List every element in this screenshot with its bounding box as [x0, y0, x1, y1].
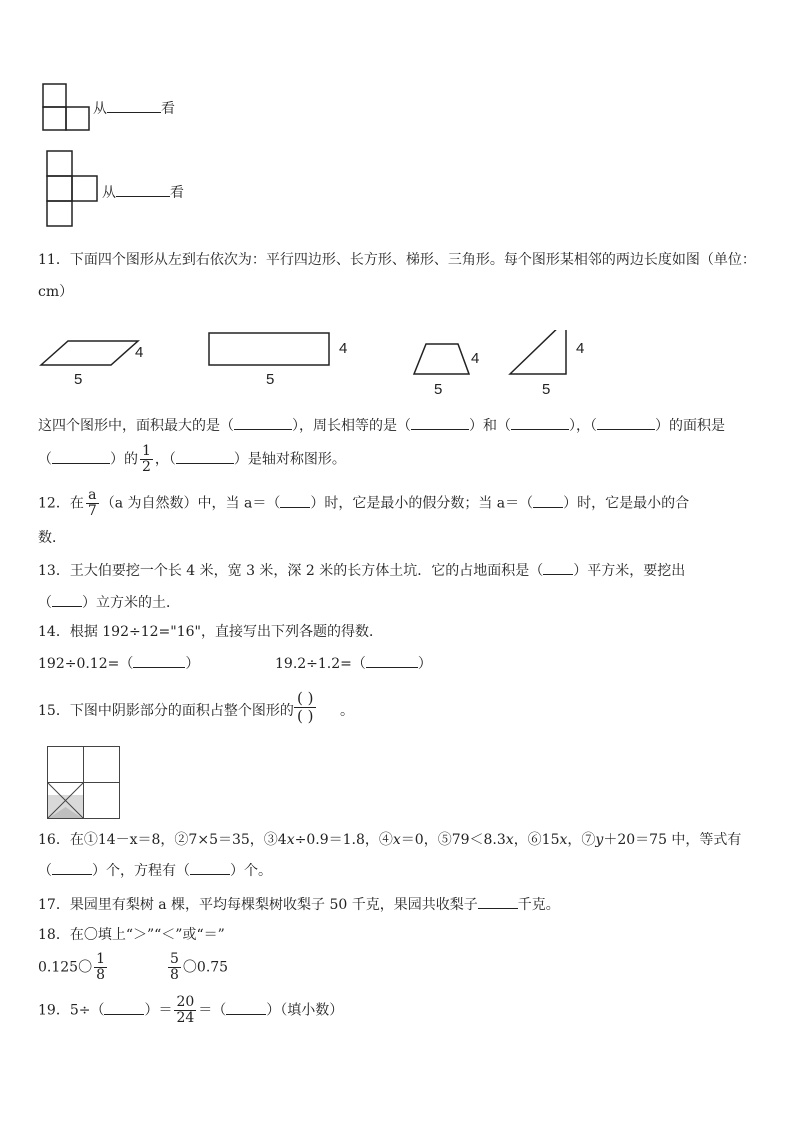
answer-blank[interactable] — [107, 98, 161, 113]
triangle-side-label: 4 — [576, 340, 585, 357]
triangle-base-label: 5 — [542, 381, 551, 398]
answer-blank[interactable] — [366, 653, 418, 668]
parallelogram-base-label: 5 — [74, 371, 83, 388]
q11-unit: cm） — [38, 284, 74, 300]
fraction-a-over-7: $\frac{a}{7}$ — [87, 487, 97, 519]
answer-blank[interactable] — [133, 653, 185, 668]
trapezoid-base-label: 5 — [434, 381, 443, 398]
answer-blank[interactable] — [533, 493, 563, 508]
answer-blank[interactable] — [280, 493, 310, 508]
q13-line-1: 13．王大伯要挖一个长 4 米，宽 3 米，深 2 米的长方体土坑．它的占地面积是（ ）平方米，要挖出 — [38, 560, 685, 581]
answer-blank[interactable] — [190, 860, 230, 875]
answer-blank[interactable] — [52, 449, 110, 464]
rectangle-figure — [209, 333, 329, 365]
q14-expr-2: 19.2÷1.2=（ ） — [275, 653, 432, 674]
answer-blank[interactable] — [543, 560, 573, 575]
q15-period: 。 — [340, 703, 354, 719]
trapezoid-figure — [414, 344, 469, 374]
answer-blank[interactable] — [226, 1000, 266, 1015]
fraction-one-eighth: $\frac{1}{8}$ — [96, 951, 106, 983]
q15-answer-fraction[interactable]: ( ) ( ) — [294, 690, 316, 725]
q16-line-2: （ ）个，方程有（ ）个。 — [38, 860, 272, 881]
answer-blank[interactable] — [478, 894, 518, 909]
q13-line-2: （ ）立方米的土． — [38, 592, 180, 613]
q11-intro: 11．下面四个图形从左到右依次为：平行四边形、长方形、梯形、三角形。每个图形某相邻的两边长度如图（单位： — [38, 252, 756, 268]
q15-text: 15．下图中阴影部分的面积占整个图形的 — [38, 703, 294, 719]
q16-line-1: 16．在①14－x＝8，②7×5＝35，③4x÷0.9＝1.8，④x＝0，⑤79＜8.3x，⑥15x，⑦y＋20＝75 中，等式有 — [38, 832, 742, 848]
q18-intro: 18．在〇填上“＞”“＜”或“＝” — [38, 927, 225, 943]
cube-view-shape-2 — [46, 150, 102, 230]
rectangle-base-label: 5 — [266, 371, 275, 388]
trapezoid-side-label: 4 — [471, 350, 480, 367]
fraction-one-half: $\frac{1}{2}$ — [142, 443, 151, 475]
q19-line: 19．5÷（ ）＝ $\frac{20}{24}$ ＝（ ）（填小数） — [38, 994, 344, 1026]
parallelogram-side-label: 4 — [135, 344, 144, 361]
rectangle-side-label: 4 — [339, 340, 348, 357]
answer-blank[interactable] — [116, 182, 170, 197]
fraction-20-over-24: $\frac{20}{24}$ — [176, 994, 195, 1026]
q14-intro: 14．根据 192÷12="16"，直接写出下列各题的得数． — [38, 624, 383, 640]
answer-blank[interactable] — [52, 860, 92, 875]
answer-blank[interactable] — [234, 415, 292, 430]
q14-expr-1: 192÷0.12=（ ） — [38, 653, 199, 674]
q11-figures — [38, 330, 758, 400]
fraction-five-eighths: $\frac{5}{8}$ — [170, 951, 179, 983]
q15-grid-figure — [46, 745, 122, 821]
q12-line-1: 12．在 $\frac{a}{7}$ （a 为自然数）中，当 a＝（ ）时，它是最小的假分数；当 a＝（ ）时，它是最小的合 — [38, 487, 690, 519]
parallelogram-figure — [41, 341, 138, 365]
q17-line: 17．果园里有梨树 a 棵，平均每棵梨树收梨子 50 千克，果园共收梨子 千克。 — [38, 894, 560, 915]
triangle-figure — [510, 330, 566, 374]
answer-blank[interactable] — [597, 415, 655, 430]
answer-blank[interactable] — [176, 449, 234, 464]
answer-blank[interactable] — [104, 1000, 144, 1015]
q18-compare-1: 0.125〇 $\frac{1}{8}$ — [38, 951, 106, 983]
view-caption-2: 从 看 — [102, 182, 184, 203]
answer-blank[interactable] — [52, 592, 82, 607]
q11-line-1: 这四个图形中，面积最大的是（ ），周长相等的是（ ）和（ ），（ ）的面积是 — [38, 415, 725, 436]
q12-line-2: 数． — [38, 530, 66, 546]
cube-view-shape-1 — [42, 83, 94, 133]
q11-line-2: （ ）的 $\frac{1}{2}$ ，（ ）是轴对称图形。 — [38, 443, 346, 475]
answer-blank[interactable] — [511, 415, 569, 430]
answer-blank[interactable] — [411, 415, 469, 430]
view-caption-1: 从 看 — [93, 98, 175, 119]
q18-compare-2: $\frac{5}{8}$ 〇0.75 — [170, 951, 229, 983]
